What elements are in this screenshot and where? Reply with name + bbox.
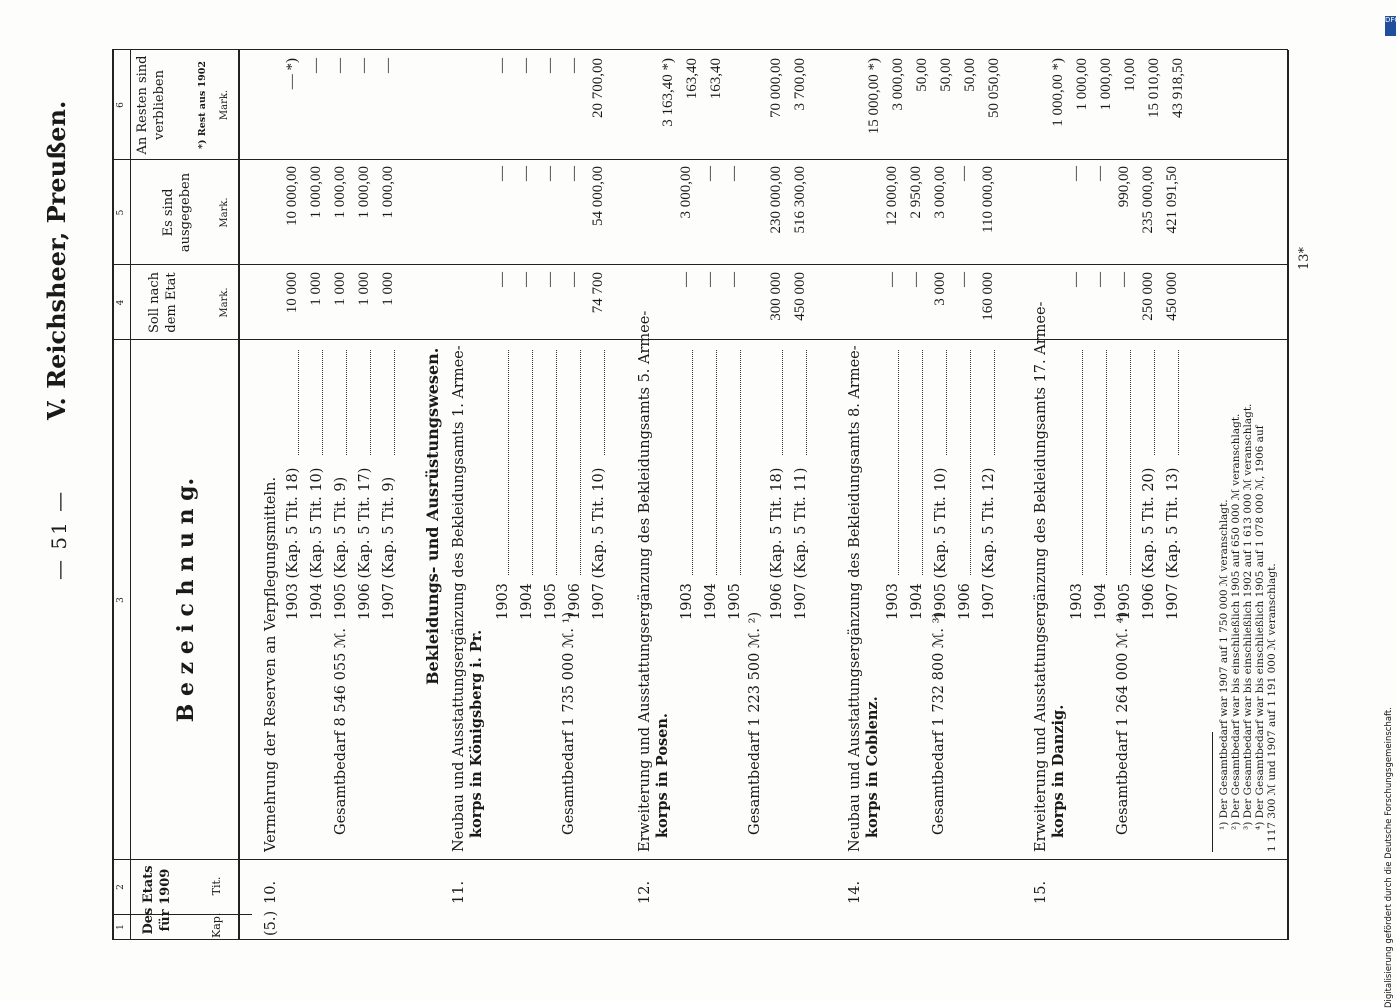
- soll-value: —: [884, 272, 900, 287]
- reste-value: —: [542, 58, 558, 73]
- soll-value: 74 700: [590, 272, 606, 314]
- side-credit: [1384, 8, 1400, 1008]
- row-label: 1906: [567, 583, 583, 620]
- reste-value: 163,40: [708, 58, 724, 100]
- ausgegeben-value: 3 000,00: [678, 166, 694, 219]
- ausgegeben-value: —: [566, 166, 582, 181]
- ausgegeben-value: —: [726, 166, 742, 181]
- entry-title-2: korps in Coblenz.: [864, 696, 881, 838]
- ausgegeben-value: 3 000,00: [932, 166, 948, 219]
- colnum-5: 5: [116, 209, 126, 216]
- leader-dots: [740, 350, 741, 575]
- row-label: 1907 (Kap. 5 Tit. 9): [381, 476, 397, 620]
- reste-total: 43 918,50: [1170, 58, 1186, 118]
- footnote: ⁴) Der Gesamtbedarf war bis einschließlich 1905 auf 1 078 000 ℳ, 1906 auf: [1254, 425, 1266, 830]
- row-label: 1904: [519, 583, 535, 620]
- soll-value: 160 000: [980, 272, 996, 321]
- leader-dots: [604, 350, 605, 455]
- soll-value: —: [566, 272, 582, 287]
- ausgegeben-value: 1 000,00: [380, 166, 396, 219]
- soll-value: 250 000: [1140, 272, 1156, 321]
- col3-sep: [112, 339, 1288, 340]
- reste-value: 15 010,00: [1146, 58, 1162, 118]
- ausgegeben-header: Es sind ausgegeben: [161, 172, 193, 253]
- entry-title: Erweiterung und Ausstattungsergänzung des Bekleidungsamts 5. Armee-: [637, 310, 653, 852]
- soll-value: —: [956, 272, 972, 287]
- header-rule: [238, 50, 240, 940]
- entry-tit: 15.: [1033, 880, 1049, 904]
- footnote: ³) Der Gesamtbedarf war bis einschließlich 1902 auf 1 613 000 ℳ veranschlagt.: [1242, 403, 1254, 830]
- colnum-6: 6: [116, 102, 126, 108]
- col4-sep: [112, 264, 1288, 265]
- entry-title: Neubau und Ausstattungsergänzung des Bekleidungsamts 1. Armee-: [451, 345, 467, 852]
- ausgegeben-value: 1 000,00: [308, 166, 324, 219]
- soll-value: —: [1092, 272, 1108, 287]
- row-label: 1907 (Kap. 5 Tit. 13): [1165, 467, 1181, 620]
- col5-sep: [112, 159, 1288, 160]
- gesamtbedarf: Gesamtbedarf 1 732 800 ℳ. ³): [931, 611, 947, 835]
- soll-value: 1 000: [380, 272, 396, 306]
- leader-dots: [298, 350, 299, 455]
- entry-title-2: korps in Danzig.: [1050, 704, 1067, 838]
- reste-value: —: [308, 58, 324, 73]
- ausgegeben-value: —: [518, 166, 534, 181]
- reste-value: —: [566, 58, 582, 73]
- ausgegeben-unit: Mark.: [219, 197, 230, 228]
- reste-value: 3 163,40 *): [660, 58, 676, 127]
- ausgegeben-value: 1 000,00: [332, 166, 348, 219]
- row-label: 1903: [495, 583, 511, 620]
- leader-dots: [370, 350, 371, 455]
- row-label: 1903: [885, 583, 901, 620]
- entry-tit: 12.: [637, 880, 653, 904]
- col1-sep: [112, 914, 252, 915]
- footnote: ¹) Der Gesamtbedarf war 1907 auf 1 750 000 ℳ veranschlagt.: [1218, 499, 1230, 830]
- table-top-rule: [112, 50, 114, 940]
- row-label: 1906: [957, 583, 973, 620]
- reste-note: *) Rest aus 1902: [197, 61, 208, 149]
- leader-dots: [782, 350, 783, 455]
- leader-dots: [532, 350, 533, 575]
- entry-title-2: korps in Posen.: [654, 713, 671, 838]
- leader-dots: [556, 350, 557, 575]
- table-right-edge: [112, 49, 1288, 50]
- row-label: 1905: [1117, 583, 1133, 620]
- entry-title: Vermehrung der Reserven an Verpflegungsmitteln.: [263, 476, 279, 852]
- reste-value: 163,40: [684, 58, 700, 100]
- reste-value: —: [380, 58, 396, 73]
- reste-value: 50,00: [938, 58, 954, 92]
- soll-value: 300 000: [768, 272, 784, 321]
- row-label: 1903 (Kap. 5 Tit. 18): [285, 467, 301, 620]
- kap-header: Kap.: [210, 912, 223, 938]
- reste-header: An Resten sind verblieben: [135, 55, 167, 155]
- gesamtbedarf: Gesamtbedarf 1 735 000 ℳ. ¹): [561, 611, 577, 835]
- row-label: 1905: [543, 583, 559, 620]
- soll-value: —: [1068, 272, 1084, 287]
- ausgegeben-value: —: [1092, 166, 1108, 181]
- ausgegeben-value: 235 000,00: [1140, 166, 1156, 234]
- footnote-rule: [1212, 732, 1213, 852]
- reste-value: 15 000,00 *): [866, 58, 882, 135]
- row-label: 1903: [1069, 583, 1085, 620]
- footnote: 1 117 300 ℳ und 1907 auf 1 191 000 ℳ veranschlagt.: [1266, 563, 1278, 852]
- reste-value: 3 700,00: [792, 58, 808, 111]
- soll-value: 450 000: [792, 272, 808, 321]
- entry-title: Neubau und Ausstattungsergänzung des Bekleidungsamts 8. Armee-: [847, 345, 863, 852]
- ausgegeben-value: —: [702, 166, 718, 181]
- row-label: 1907 (Kap. 5 Tit. 11): [793, 467, 809, 620]
- ausgegeben-value: 230 000,00: [768, 166, 784, 234]
- soll-value: 1 000: [332, 272, 348, 306]
- reste-value: 1 000,00: [1098, 58, 1114, 111]
- row-label: 1906 (Kap. 5 Tit. 20): [1141, 467, 1157, 620]
- row-label: 1906 (Kap. 5 Tit. 18): [769, 467, 785, 620]
- etats-header: Des Etats für 1909: [141, 865, 173, 935]
- ausgegeben-value: 10 000,00: [284, 166, 300, 226]
- ausgegeben-value: —: [542, 166, 558, 181]
- row-label: 1905 (Kap. 5 Tit. 10): [933, 467, 949, 620]
- colnum-2: 2: [116, 884, 126, 890]
- leader-dots: [946, 350, 947, 455]
- leader-dots: [1106, 350, 1107, 575]
- colnum-3: 3: [116, 597, 126, 603]
- reste-value: —: [494, 58, 510, 73]
- leader-dots: [898, 350, 899, 575]
- leader-dots: [1154, 350, 1155, 455]
- leader-dots: [994, 350, 995, 455]
- entry-tit: 10.: [263, 880, 279, 904]
- leader-dots: [580, 350, 581, 575]
- row-label: 1904: [1093, 583, 1109, 620]
- leader-dots: [692, 350, 693, 575]
- dfg-logo-text: DFG: [1385, 16, 1400, 24]
- reste-value: 1 000,00: [1074, 58, 1090, 111]
- reste-value: 70 000,00: [768, 58, 784, 118]
- reste-value: — *): [284, 58, 300, 90]
- leader-dots: [1082, 350, 1083, 575]
- reste-value: —: [356, 58, 372, 73]
- leader-dots: [508, 350, 509, 575]
- row-label: 1905: [727, 583, 743, 620]
- reste-value: —: [332, 58, 348, 73]
- row-label: 1905 (Kap. 5 Tit. 9): [333, 476, 349, 620]
- row-label: 1906 (Kap. 5 Tit. 17): [357, 467, 373, 620]
- ausgegeben-value: —: [956, 166, 972, 181]
- ausgegeben-value: 990,00: [1116, 166, 1132, 208]
- row-label: 1903: [679, 583, 695, 620]
- reste-value: —: [518, 58, 534, 73]
- leader-dots: [922, 350, 923, 575]
- page-number: — 51 —: [47, 489, 71, 580]
- leader-dots: [1130, 350, 1131, 575]
- col2-sep: [112, 859, 1288, 860]
- row-label: 1904 (Kap. 5 Tit. 10): [309, 467, 325, 620]
- footnote: ²) Der Gesamtbedarf war bis einschließlich 1905 auf 650 000 ℳ veranschlagt.: [1230, 413, 1242, 830]
- colnum-rule: [130, 50, 131, 940]
- ausgegeben-value: 516 300,00: [792, 166, 808, 234]
- entry-title: Erweiterung und Ausstattungsergänzung des Bekleidungsamts 17. Armee-: [1033, 301, 1049, 852]
- soll-value: 3 000: [932, 272, 948, 306]
- table-bottom-rule: [1287, 50, 1289, 940]
- soll-value: 10 000: [284, 272, 300, 314]
- ausgegeben-value: —: [494, 166, 510, 181]
- soll-value: —: [542, 272, 558, 287]
- row-label: 1904: [909, 583, 925, 620]
- soll-value: —: [494, 272, 510, 287]
- gesamtbedarf: Gesamtbedarf 1 264 000 ℳ. ⁴): [1115, 611, 1131, 835]
- ausgegeben-value: 2 950,00: [908, 166, 924, 219]
- ausgegeben-value: —: [1068, 166, 1084, 181]
- row-label: 1904: [703, 583, 719, 620]
- leader-dots: [322, 350, 323, 455]
- soll-value: 1 000: [356, 272, 372, 306]
- reste-value: 1 000,00 *): [1050, 58, 1066, 127]
- leader-dots: [394, 350, 395, 455]
- soll-value: —: [518, 272, 534, 287]
- sheet-mark: 13*: [1297, 246, 1312, 270]
- row-label: 1907 (Kap. 5 Tit. 12): [981, 467, 997, 620]
- tit-header: Tit.: [210, 876, 223, 896]
- leader-dots: [716, 350, 717, 575]
- soll-value: —: [1116, 272, 1132, 287]
- soll-value: 450 000: [1164, 272, 1180, 321]
- bezeichnung-header: B e z e i c h n u n g.: [173, 477, 199, 723]
- soll-unit: Mark.: [219, 287, 230, 318]
- reste-value: 10,00: [1122, 58, 1138, 92]
- section-title: V. Reichsheer, Preußen.: [42, 100, 71, 420]
- reste-value: 50,00: [914, 58, 930, 92]
- leader-dots: [806, 350, 807, 455]
- reste-unit: Mark.: [219, 89, 230, 121]
- row-label: 1907 (Kap. 5 Tit. 10): [591, 467, 607, 620]
- table-left-edge: [112, 939, 1288, 940]
- soll-value: —: [726, 272, 742, 287]
- side-credit-text: Digitalisierung gefördert durch die Deutsche Forschungsgemeinschaft.: [1384, 707, 1394, 1008]
- entry-kap: (5.): [263, 910, 279, 936]
- soll-header: Soll nach dem Etat: [147, 272, 179, 333]
- leader-dots: [346, 350, 347, 455]
- reste-total: 50 050,00: [986, 58, 1002, 118]
- colnum-1: 1: [116, 924, 126, 930]
- entry-tit: 11.: [451, 880, 467, 904]
- entry-tit: 14.: [847, 880, 863, 904]
- soll-value: —: [678, 272, 694, 287]
- ausgegeben-value: 1 000,00: [356, 166, 372, 219]
- leader-dots: [970, 350, 971, 575]
- colnum-4: 4: [116, 299, 126, 306]
- ausgegeben-value: 110 000,00: [980, 166, 996, 233]
- soll-value: —: [908, 272, 924, 287]
- entry-title-2: korps in Königsberg i. Pr.: [468, 629, 485, 838]
- soll-value: —: [702, 272, 718, 287]
- leader-dots: [1178, 350, 1179, 455]
- ausgegeben-value: 54 000,00: [590, 166, 606, 226]
- reste-value: 20 700,00: [590, 58, 606, 118]
- gesamtbedarf: Gesamtbedarf 8 546 055 ℳ.: [333, 627, 349, 835]
- soll-value: 1 000: [308, 272, 324, 306]
- reste-value: 3 000,00: [890, 58, 906, 111]
- ausgegeben-value: 12 000,00: [884, 166, 900, 226]
- gesamtbedarf: Gesamtbedarf 1 223 500 ℳ. ²): [747, 611, 763, 835]
- reste-value: 50,00: [962, 58, 978, 92]
- ausgegeben-value: 421 091,50: [1164, 166, 1180, 234]
- subheading: Bekleidungs- und Ausrüstungswesen.: [423, 347, 442, 685]
